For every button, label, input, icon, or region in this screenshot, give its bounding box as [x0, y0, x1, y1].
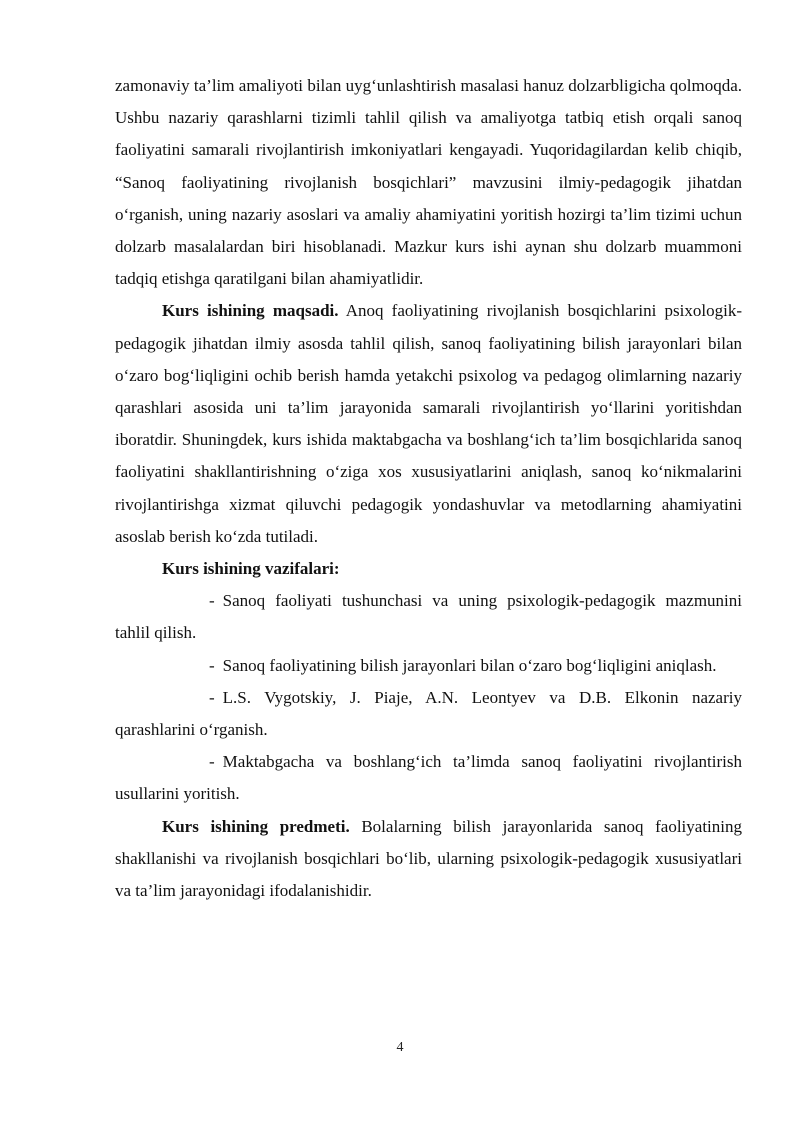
task-text: Maktabgacha va boshlang‘ich ta’limda sanoq faoliyatini rivojlantirish usullarini yoritish. [115, 752, 742, 804]
goal-paragraph [115, 295, 742, 553]
task-item [115, 585, 742, 649]
goal-label: Kurs ishining maqsadi. [162, 301, 339, 321]
task-item [115, 746, 742, 810]
body-text [115, 70, 742, 907]
dash-bullet: - [209, 591, 215, 611]
tasks-heading [115, 553, 742, 585]
subject-paragraph [115, 811, 742, 908]
subject-label: Kurs ishining predmeti. [162, 816, 350, 836]
task-text: Sanoq faoliyatining bilish jarayonlari bilan o‘zaro bog‘liqligini aniqlash. [222, 655, 717, 675]
task-text: L.S. Vygotskiy, J. Piaje, A.N. Leontyev va D.B. Elkonin nazariy qarashlarini o‘rganish. [115, 687, 742, 740]
dash-bullet: - [209, 752, 215, 772]
tasks-label: Kurs ishining vazifalari: [162, 559, 340, 579]
dash-bullet: - [209, 655, 215, 675]
task-item [115, 650, 742, 682]
goal-text: Anoq faoliyatining rivojlanish bosqichlarini psixologik-pedagogik jihatdan ilmiy asosda tahlil qilish, sanoq faoliyatining bilish jarayonlari bilan o‘zaro bog‘liqligini ochib berish hamda yetakchi psixolog va pedagog olimlarning nazariy qarashlari asosida uni ta’lim jarayonida samarali rivojlantirish yo‘llarini yoritishdan iboratdir. Shuningdek, kurs ishida maktabgacha va boshlang‘ich ta’lim bosqichlarida sanoq faoliyatini shakllantirishning o‘ziga xos xususiyatlarini aniqlash, sanoq ko‘nikmalarini rivojlantirishga xizmat qiluvchi pedagogik yondashuvlar va metodlarning ahamiyatini asoslab berish ko‘zda tutiladi. [115, 301, 742, 546]
page-number: 4 [396, 1040, 404, 1055]
dash-bullet: - [209, 687, 215, 707]
task-item [115, 682, 742, 746]
task-text: Sanoq faoliyati tushunchasi va uning psixologik-pedagogik mazmunini tahlil qilish. [115, 591, 742, 643]
subject-text: Bolalarning bilish jarayonlarida sanoq faoliyatining shakllanishi va rivojlanish bosqichlari bo‘lib, ularning psixologik-pedagogik xususiyatlari va ta’lim jarayonidagi ifodalanishidir. [115, 816, 742, 901]
intro-paragraph: zamonaviy ta’lim amaliyoti bilan uyg‘unlashtirish masalasi hanuz dolzarbligicha qolmoqda. Ushbu nazariy qarashlarni tizimli tahlil qilish va amaliyotga tatbiq etish orqali sanoq faoliyatini samarali rivojlantirish imkoniyatlari kengayadi. Yuqoridagilardan kelib chiqib, “Sanoq faoliyatining rivojlanish bosqichlari” mavzusini ilmiy-pedagogik jihatdan o‘rganish, uning nazariy asoslari va amaliy ahamiyatini yoritish hozirgi ta’lim tizimi uchun dolzarb masalalardan biri hisoblanadi. Mazkur kurs ishi aynan shu dolzarb muammoni tadqiq etishga qaratilgani bilan ahamiyatlidir. [115, 76, 742, 289]
